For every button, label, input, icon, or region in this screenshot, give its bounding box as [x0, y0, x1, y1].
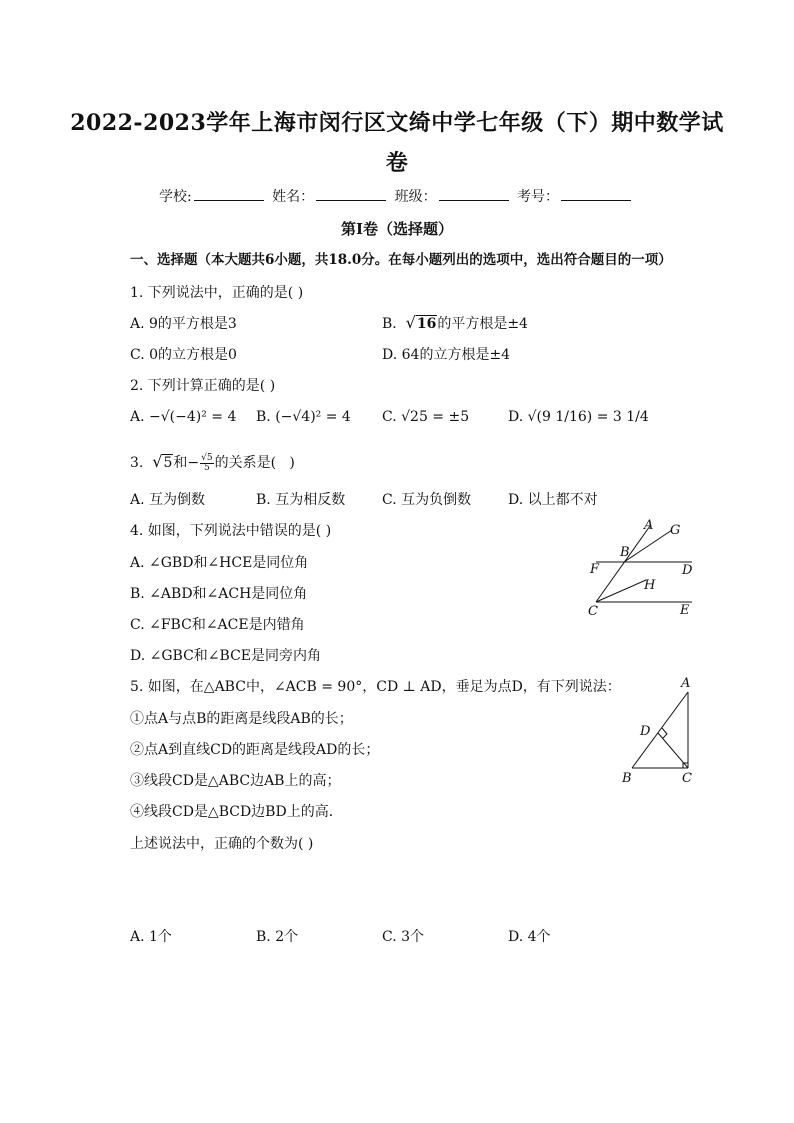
label-c: C — [588, 604, 598, 619]
label-e: E — [680, 603, 690, 618]
q5-option-a: A. 1个 — [130, 929, 172, 945]
q1-option-d: D. 64的立方根是±4 — [382, 347, 511, 363]
label-h: H — [644, 578, 656, 593]
q5-option-c: C. 3个 — [382, 929, 425, 945]
q2-option-c: C. √25 = ±5 — [382, 409, 470, 425]
label-g: G — [670, 523, 681, 538]
label-f: F — [590, 562, 600, 577]
label-b: B — [622, 771, 632, 786]
exam-no-blank — [561, 188, 631, 201]
figure-q5 — [618, 672, 700, 790]
volume-heading: 第I卷（选择题） — [340, 220, 454, 238]
q1-option-c: C. 0的立方根是0 — [130, 347, 237, 363]
q1-option-b: B. √16的平方根是±4 — [382, 313, 528, 332]
q1-option-a: A. 9的平方根是3 — [130, 316, 237, 332]
q5-option-d: D. 4个 — [508, 929, 551, 945]
q5-ask: 上述说法中，正确的个数为( ) — [130, 836, 314, 852]
label-d: D — [640, 724, 651, 739]
name-blank — [316, 188, 386, 201]
q2-option-b: B. (−√4)² = 4 — [256, 409, 351, 425]
q4-option-d: D. ∠GBC和∠BCE是同旁内角 — [130, 648, 322, 664]
figure-q4 — [584, 516, 698, 620]
q1-stem: 1. 下列说法中，正确的是( ) — [130, 285, 304, 301]
line-bg — [624, 530, 672, 562]
q5-statement-3: ③线段CD是△ABC边AB上的高； — [130, 773, 341, 789]
name-label: 姓名： — [272, 189, 315, 205]
label-b: B — [620, 545, 630, 560]
title-line-1: 2022-2023学年上海市闵行区文绮中学七年级（下）期中数学试 — [70, 110, 724, 136]
class-label: 班级： — [394, 189, 437, 205]
q4-option-b: B. ∠ABD和∠ACH是同位角 — [130, 586, 308, 602]
q4-option-c: C. ∠FBC和∠ACE是内错角 — [130, 617, 305, 633]
q3-option-a: A. 互为倒数 — [130, 492, 206, 508]
q5-stem: 5. 如图，在△ABC中，∠ACB = 90°，CD ⊥ AD，垂足为点D，有下列说法： — [130, 679, 621, 695]
q3-option-c: C. 互为负倒数 — [382, 492, 472, 508]
student-info-row — [0, 186, 794, 206]
q5-statement-4: ④线段CD是△BCD边BD上的高． — [130, 804, 343, 820]
label-d: D — [682, 563, 693, 578]
q5-statement-1: ①点A与点B的距离是线段AB的长； — [130, 711, 353, 727]
title-line-2: 卷 — [385, 150, 409, 176]
q2-option-d: D. √(9 1/16) = 3 1/4 — [508, 409, 649, 425]
q5-option-b: B. 2个 — [256, 929, 299, 945]
q4-option-a: A. ∠GBD和∠HCE是同位角 — [130, 555, 309, 571]
q3-option-b: B. 互为相反数 — [256, 492, 346, 508]
label-a: A — [644, 518, 654, 533]
label-a: A — [681, 676, 691, 691]
q3-stem: 3. √5和− $\frac{√5}{5}$ 的关系是( ) — [130, 452, 295, 473]
q2-option-a: A. −√(−4)² = 4 — [130, 409, 237, 425]
section-heading: 一、选择题（本大题共6小题，共18.0分。在每小题列出的选项中，选出符合题目的一项） — [130, 252, 672, 268]
q3-option-d: D. 以上都不对 — [508, 492, 598, 508]
q5-statement-2: ②点A到直线CD的距离是线段AD的长； — [130, 742, 380, 758]
label-c: C — [682, 771, 692, 786]
school-blank — [194, 188, 264, 201]
q4-stem: 4. 如图，下列说法中错误的是( ) — [130, 523, 332, 539]
right-angle-d — [662, 728, 667, 738]
school-label: 学校: — [158, 189, 192, 205]
q2-stem: 2. 下列计算正确的是( ) — [130, 378, 276, 394]
class-blank — [439, 188, 509, 201]
exam-no-label: 考号： — [517, 189, 560, 205]
